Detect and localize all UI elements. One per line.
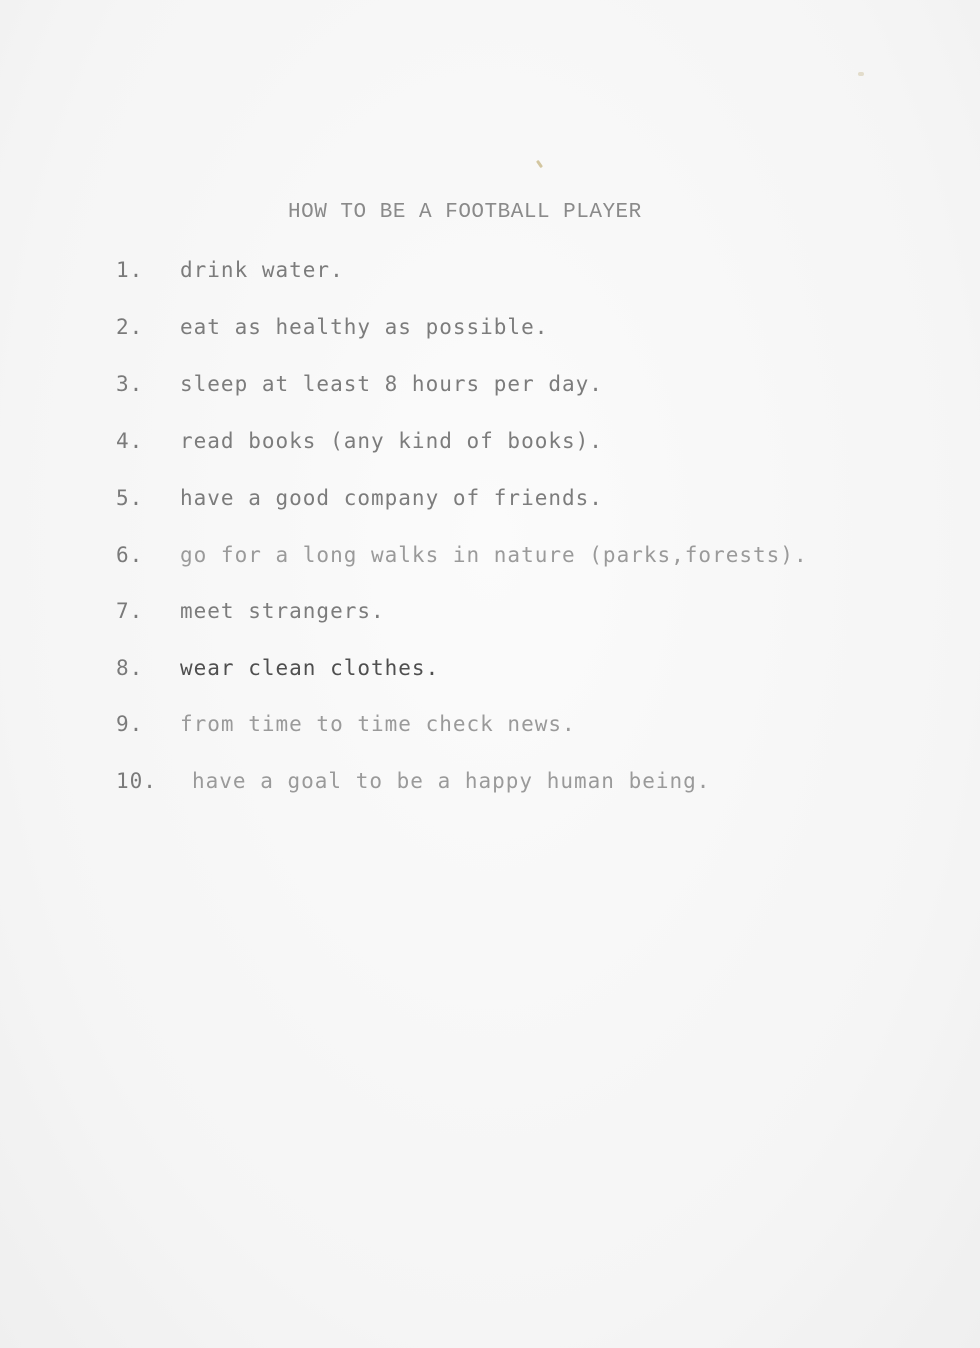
list-item (116, 712, 576, 736)
list-item (116, 372, 603, 396)
item-number: 9. (116, 712, 144, 736)
item-text: sleep at least 8 hours per day. (180, 372, 603, 396)
item-text: read books (any kind of books). (180, 429, 603, 453)
item-number: 8. (116, 656, 144, 680)
paper-speck (536, 160, 543, 168)
item-number: 7. (116, 599, 144, 623)
list-item (116, 315, 548, 339)
list-item (116, 486, 603, 510)
list-item (116, 429, 603, 453)
item-number: 4. (116, 429, 144, 453)
item-text: have a goal to be a happy human being. (192, 769, 711, 793)
item-number: 10. (116, 769, 157, 793)
item-text: wear clean clothes. (180, 656, 440, 680)
item-number: 6. (116, 543, 144, 567)
item-text: go for a long walks in nature (parks,forests). (180, 543, 808, 567)
item-number: 5. (116, 486, 144, 510)
item-text: have a good company of friends. (180, 486, 603, 510)
item-text: eat as healthy as possible. (180, 315, 549, 339)
item-number: 3. (116, 372, 144, 396)
document-title: HOW TO BE A FOOTBALL PLAYER (288, 201, 642, 224)
item-text: meet strangers. (180, 599, 385, 623)
item-number: 2. (116, 315, 144, 339)
list-item (116, 543, 808, 567)
paper-speck (858, 72, 864, 76)
list-item (116, 656, 439, 680)
item-text: drink water. (180, 258, 344, 282)
item-number: 1. (116, 258, 144, 282)
item-text: from time to time check news. (180, 712, 576, 736)
list-item (116, 258, 344, 282)
list-item (116, 599, 385, 623)
list-item (116, 769, 710, 793)
